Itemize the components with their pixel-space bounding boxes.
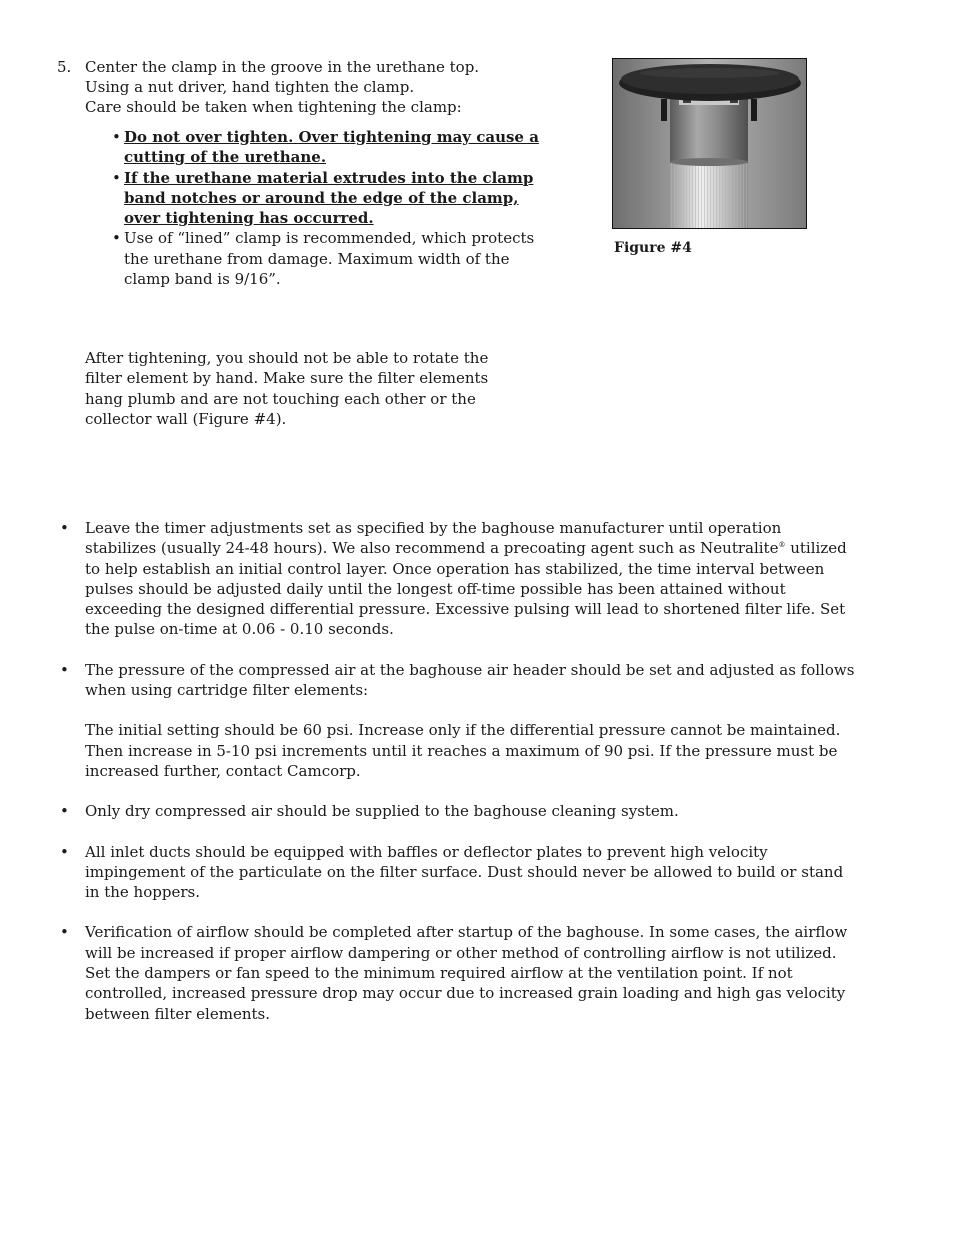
bullet-dot: • (112, 128, 121, 146)
bullet-text: Leave the timer adjustments set as specified by the baghouse manufacturer until operation stabilizes (usually 24-48 hours). We also recommend a precoating agent such as Neutralite® utilized to help establish an initial control layer. Once operation has stabilized, the time interval between pulses should be adjusted daily until the longest off-time possible has been attained without exceeding the designed differential pressure. Excessive pulsing will lead to shortened filter life. Set the pulse on-time at 0.06 - 0.10 seconds. (85, 519, 847, 639)
caution-item (112, 168, 542, 229)
filter-element-illustration (613, 59, 807, 229)
figure-caption: Figure #4 (614, 240, 692, 256)
bullet-text: All inlet ducts should be equipped with baffles or deflector plates to prevent high velocity impingement of the particulate on the filter surface. Dust should never be allowed to build or stand in the hoppers. (85, 842, 844, 902)
bullet-text: Verification of airflow should be completed after startup of the baghouse. In some cases, the airflow will be increased if proper airflow dampering or other method of controlling airflow is not utilized. Set the dampers or fan speed to the minimum required airflow at the ventilation point. If not controlled, increased pressure drop may occur due to increased grain loading and high gas velocity between filter elements. (85, 923, 848, 1023)
list-item (57, 842, 857, 903)
bullet-subtext: The initial setting should be 60 psi. Increase only if the differential pressure cannot be maintained. Then increase in 5-10 psi increments until it reaches a maximum of 90 psi. If the pressure must be increased further, contact Camcorp. (85, 721, 841, 780)
caution-text: Use of “lined” clamp is recommended, which protects the urethane from damage. Maximum width of the clamp band is 9/16”. (124, 229, 535, 289)
bullet-dot: • (60, 660, 69, 679)
bullet-dot: • (112, 168, 121, 187)
registered-mark: ® (778, 541, 786, 550)
bullet-dot: • (60, 519, 69, 537)
caution-list (112, 127, 542, 289)
step-line-1: Center the clamp in the groove in the urethane top. (85, 58, 480, 76)
bullet-text: The pressure of the compressed air at the baghouse air header should be set and adjusted as follows when using cartridge filter elements: (85, 660, 855, 700)
step-number: 5. (57, 58, 72, 76)
caution-item (112, 127, 542, 168)
list-item (57, 922, 857, 1023)
list-item (57, 518, 857, 640)
caution-text: If the urethane material extrudes into the clamp band notches or around the edge of the clamp, over tightening has occurred. (124, 168, 534, 228)
step-line-3: Care should be taken when tightening the clamp: (85, 98, 462, 116)
bullet-dot: • (60, 802, 69, 821)
caution-item (112, 228, 542, 289)
step-line-2: Using a nut driver, hand tighten the clamp. (85, 78, 415, 96)
bullet-dot: • (60, 842, 69, 861)
bullet-text: Only dry compressed air should be supplied to the baghouse cleaning system. (85, 802, 679, 821)
bullet-list (57, 518, 857, 1044)
filter-element-photo (612, 58, 807, 229)
after-tightening-paragraph: After tightening, you should not be able to rotate the filter element by hand. Make sure the filter elements hang plumb and are not touching each other or the collector wall (Figure #4). (85, 349, 489, 428)
list-item (57, 801, 857, 821)
caution-text: Do not over tighten. Over tightening may cause a cutting of the urethane. (124, 128, 539, 167)
bullet-dot: • (60, 923, 69, 942)
bullet-dot: • (112, 229, 121, 248)
list-item (57, 660, 857, 781)
